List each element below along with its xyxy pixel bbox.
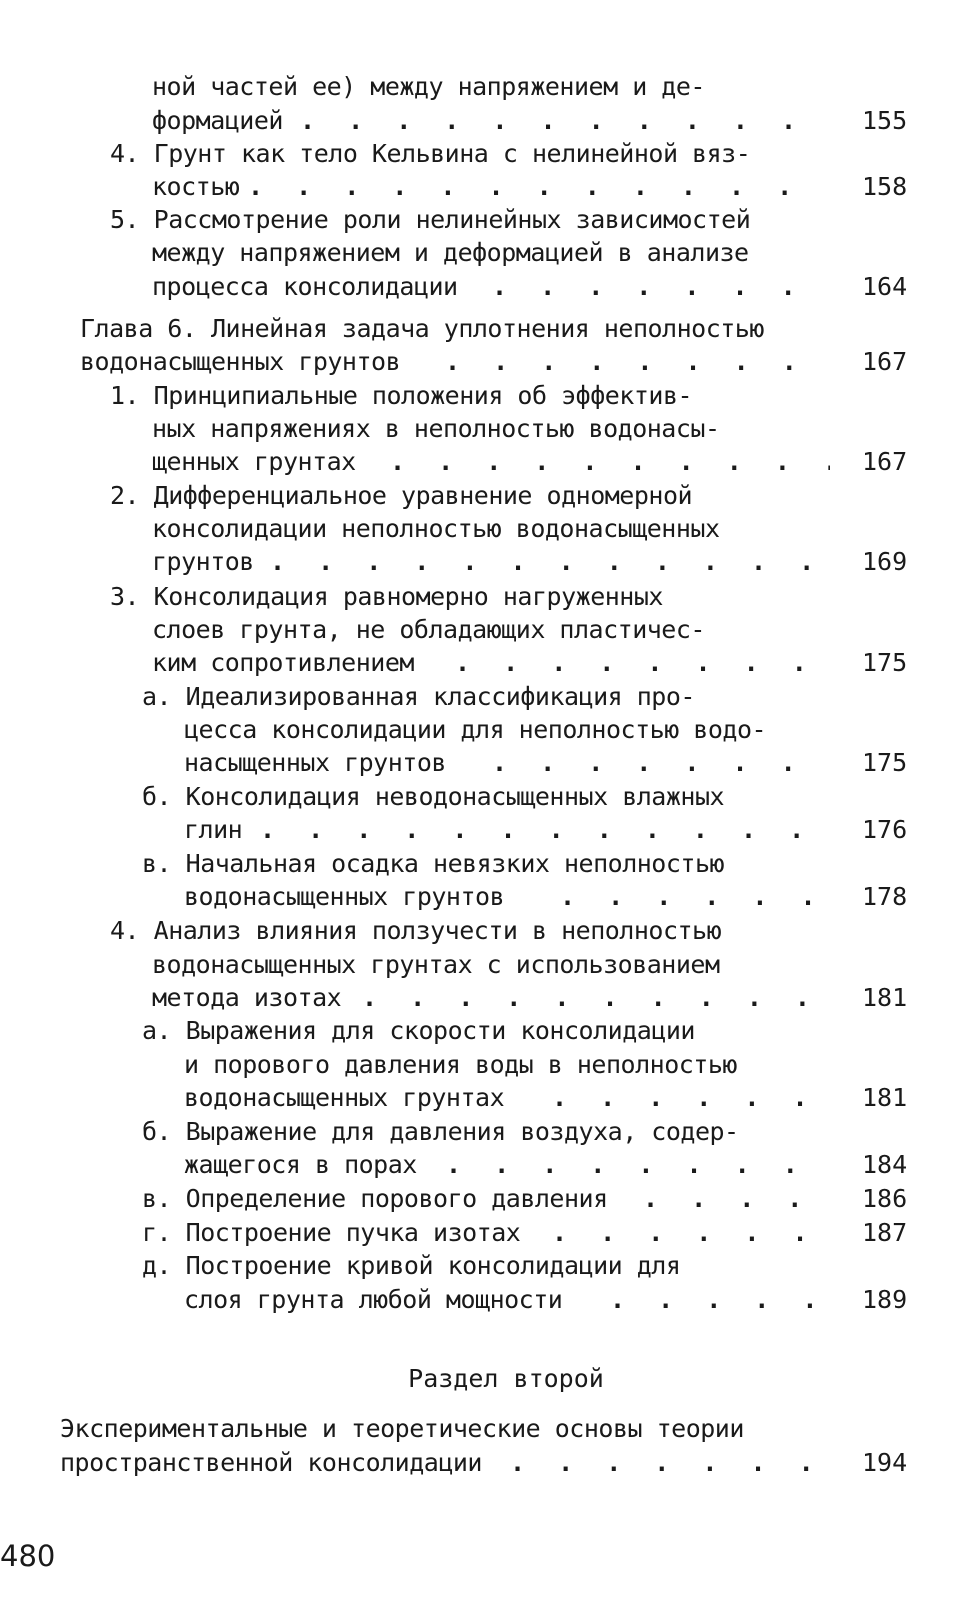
toc-line xyxy=(0,545,972,579)
dot-leader xyxy=(492,270,830,304)
dot-leader xyxy=(455,646,830,680)
dot-leader xyxy=(492,746,830,780)
toc-line xyxy=(0,1081,972,1115)
toc-line xyxy=(0,981,972,1015)
toc-page-number: 178 xyxy=(862,882,908,911)
toc-text: г. Построение пучка изотах xyxy=(142,1218,521,1247)
toc-line xyxy=(0,813,972,847)
toc-text: слоя грунта любой мощности xyxy=(184,1285,563,1314)
toc-chapter-title: водонасыщенных грунтов xyxy=(80,347,401,376)
toc-text: водонасыщенных грунтах с использованием xyxy=(152,950,720,979)
toc-text: ных напряжениях в неполностью водонасы- xyxy=(152,414,720,443)
toc-text: а. Выражения для скорости консолидации xyxy=(142,1016,695,1045)
toc-text: 1. Принципиальные положения об эффектив- xyxy=(110,381,693,410)
toc-line xyxy=(0,203,972,237)
toc-line xyxy=(0,1216,972,1250)
toc-line xyxy=(0,1283,972,1317)
toc-chapter-title: Глава 6. Линейная задача уплотнения неполностью xyxy=(80,314,764,343)
toc-text: формацией xyxy=(152,106,283,135)
toc-page-number: 184 xyxy=(862,1150,908,1179)
toc-line xyxy=(0,780,972,814)
dot-leader xyxy=(643,1182,830,1216)
toc-line xyxy=(0,948,972,982)
toc-line xyxy=(0,580,972,614)
toc-text: 3. Консолидация равномерно нагруженных xyxy=(110,582,663,611)
toc-line xyxy=(0,680,972,714)
toc-line xyxy=(0,170,972,204)
toc-page-number: 158 xyxy=(862,172,908,201)
toc-chapter-line xyxy=(0,345,972,379)
toc-text: б. Выражение для давления воздуха, содер- xyxy=(142,1117,739,1146)
dot-leader xyxy=(510,1446,830,1480)
toc-line xyxy=(0,1115,972,1149)
toc-line xyxy=(0,445,972,479)
toc-text: водонасыщенных грунтов xyxy=(184,882,505,911)
toc-line xyxy=(0,270,972,304)
toc-text: слоев грунта, не обладающих пластичес- xyxy=(152,615,705,644)
toc-line xyxy=(0,1014,972,1048)
toc-text: метода изотах xyxy=(152,983,342,1012)
toc-line xyxy=(0,1048,972,1082)
toc-line xyxy=(0,646,972,680)
toc-page-number: 181 xyxy=(862,983,908,1012)
toc-page-number: 194 xyxy=(862,1448,908,1477)
toc-text: жащегося в порах xyxy=(184,1150,417,1179)
dot-leader xyxy=(260,813,830,847)
toc-text: насыщенных грунтов xyxy=(184,748,446,777)
toc-line xyxy=(0,1249,972,1283)
toc-line xyxy=(0,412,972,446)
toc-text: между напряжением и деформацией в анализе xyxy=(152,238,749,267)
dot-leader xyxy=(390,445,830,479)
toc-page-number: 169 xyxy=(862,547,908,576)
toc-line xyxy=(0,1148,972,1182)
toc-text: костью xyxy=(152,172,240,201)
toc-text: б. Консолидация неводонасыщенных влажных xyxy=(142,782,725,811)
dot-leader xyxy=(610,1283,830,1317)
dot-leader xyxy=(248,170,830,204)
toc-page-number: 175 xyxy=(862,748,908,777)
dot-leader xyxy=(445,345,830,379)
toc-text: консолидации неполностью водонасыщенных xyxy=(152,514,720,543)
toc-line xyxy=(0,104,972,138)
toc-section-line xyxy=(0,1446,972,1480)
toc-page-number: 155 xyxy=(862,106,908,135)
toc-text: водонасыщенных грунтах xyxy=(184,1083,505,1112)
toc-text: цесса консолидации для неполностью водо- xyxy=(184,715,767,744)
toc-line xyxy=(0,1182,972,1216)
toc-page-number: 167 xyxy=(862,347,908,376)
toc-page-number: 186 xyxy=(862,1184,908,1213)
toc-page-number: 176 xyxy=(862,815,908,844)
dot-leader xyxy=(552,1081,830,1115)
dot-leader xyxy=(270,545,830,579)
dot-leader xyxy=(552,1216,830,1250)
toc-text: 5. Рассмотрение роли нелинейных зависимостей xyxy=(110,205,751,234)
toc-line xyxy=(0,713,972,747)
toc-page-number: 167 xyxy=(862,447,908,476)
toc-line xyxy=(0,746,972,780)
toc-text: 4. Грунт как тело Кельвина с нелинейной вяз- xyxy=(110,139,751,168)
toc-line xyxy=(0,880,972,914)
toc-line xyxy=(0,236,972,270)
toc-page-number: 189 xyxy=(862,1285,908,1314)
toc-chapter-line xyxy=(0,312,972,346)
toc-line xyxy=(0,914,972,948)
toc-section-line xyxy=(0,1412,972,1446)
toc-text: в. Определение порового давления xyxy=(142,1184,608,1213)
toc-text: и порового давления воды в неполностью xyxy=(184,1050,737,1079)
toc-line xyxy=(0,70,972,104)
toc-text: 4. Анализ влияния ползучести в неполностью xyxy=(110,916,722,945)
toc-text: а. Идеализированная классификация про- xyxy=(142,682,695,711)
toc-text: ким сопротивлением xyxy=(152,648,414,677)
toc-section-title: пространственной консолидации xyxy=(60,1448,482,1477)
toc-text: процесса консолидации xyxy=(152,272,458,301)
toc-text: 2. Дифференциальное уравнение одномерной xyxy=(110,481,693,510)
toc-text: глин xyxy=(184,815,243,844)
toc-page-number: 175 xyxy=(862,648,908,677)
toc-line xyxy=(0,613,972,647)
toc-line xyxy=(0,137,972,171)
dot-leader xyxy=(446,1148,830,1182)
toc-line xyxy=(0,479,972,513)
toc-text: ной частей ее) между напряжением и де- xyxy=(152,72,705,101)
toc-page-number: 181 xyxy=(862,1083,908,1112)
toc-text: щенных грунтах xyxy=(152,447,356,476)
toc-page-number: 187 xyxy=(862,1218,908,1247)
toc-text: д. Построение кривой консолидации для xyxy=(142,1251,681,1280)
dot-leader xyxy=(362,981,830,1015)
toc-line xyxy=(0,512,972,546)
dot-leader xyxy=(560,880,830,914)
section-heading: Раздел второй xyxy=(408,1364,604,1393)
toc-text: грунтов xyxy=(152,547,254,576)
toc-line xyxy=(0,379,972,413)
toc-line xyxy=(0,847,972,881)
toc-text: в. Начальная осадка невязких неполностью xyxy=(142,849,725,878)
toc-page-number: 164 xyxy=(862,272,908,301)
page-number: 480 xyxy=(0,1539,56,1573)
dot-leader xyxy=(300,104,830,138)
toc-section-title: Экспериментальные и теоретические основы теории xyxy=(60,1414,744,1443)
